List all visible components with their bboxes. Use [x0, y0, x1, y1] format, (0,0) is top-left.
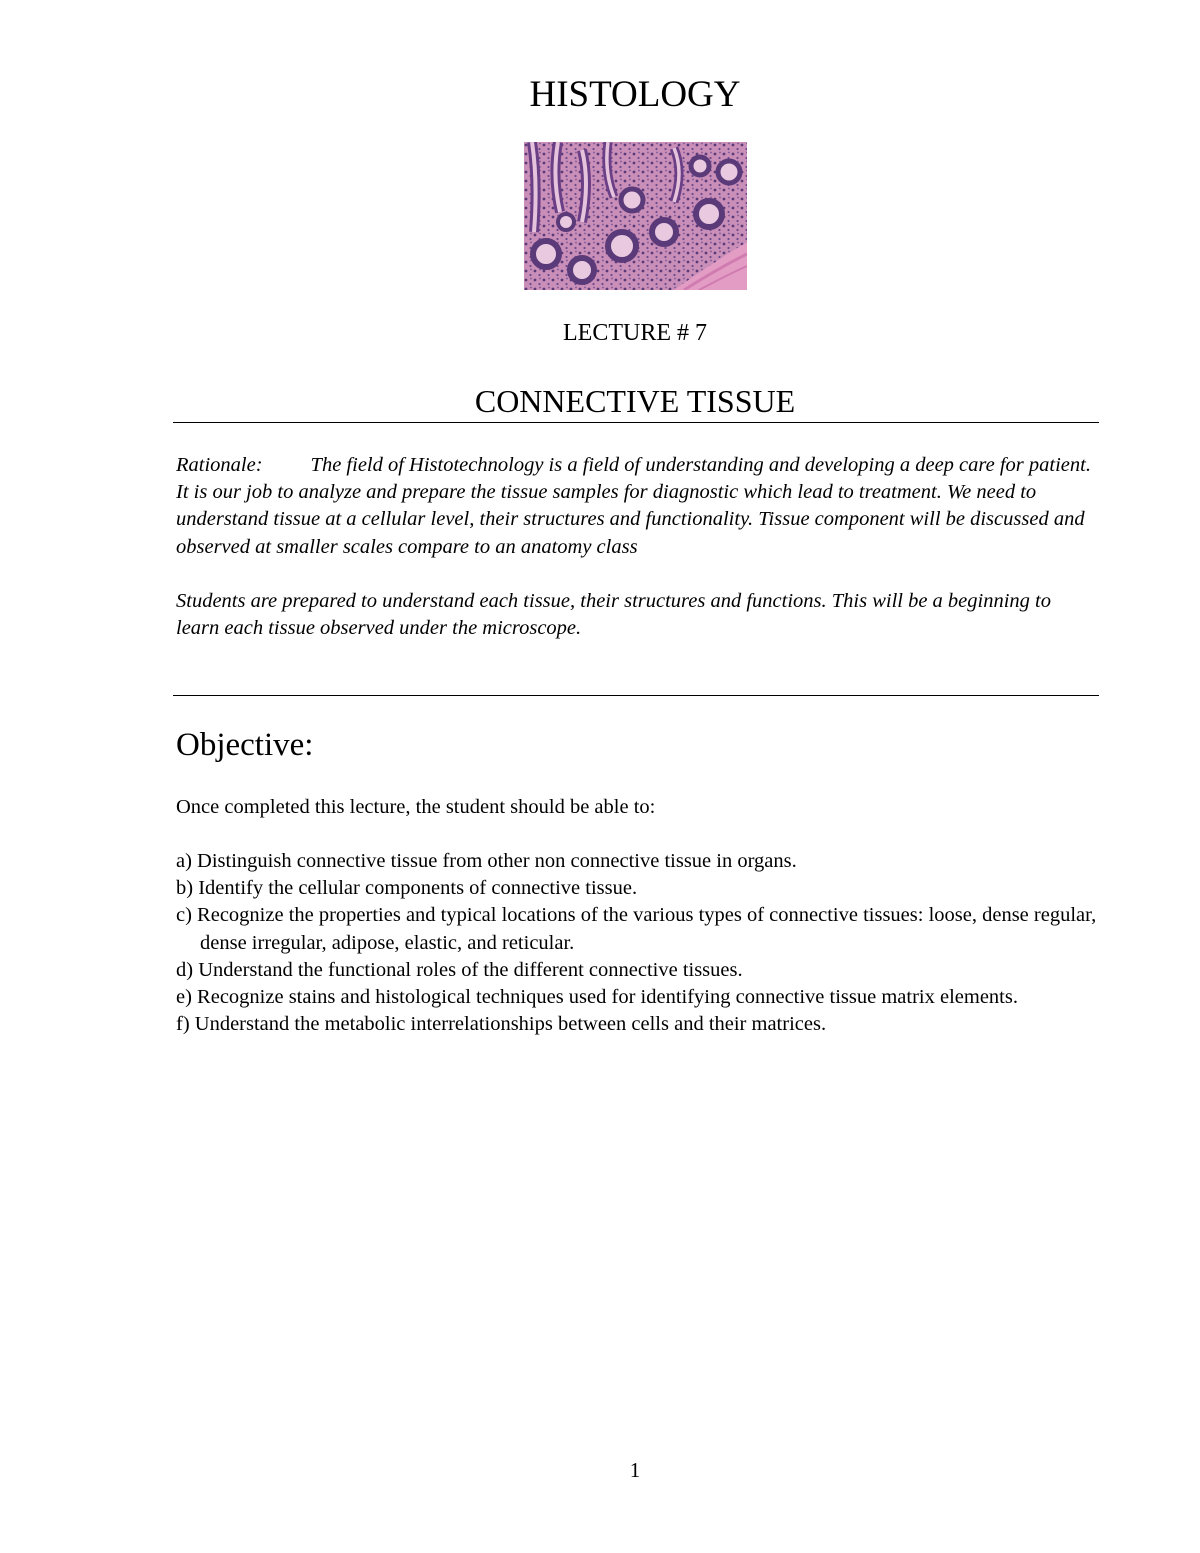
- histology-micrograph-image: [524, 142, 747, 290]
- objective-item: e) Recognize stains and histological techniques used for identifying connective tissue matrix elements.: [176, 986, 1018, 1009]
- rationale-paragraph-1: [176, 452, 1096, 561]
- page-number: 1: [629, 1458, 641, 1482]
- rationale-text: The field of Histotechnology is a field of understanding and developing a deep care for patient. It is our job to analyze and prepare the tissue samples for diagnostic which lead to treatment. We need to understand tissue at a cellular level, their structures and functionality. Tissue component will be discussed and observed at smaller scales compare to an anatomy class: [176, 454, 1091, 558]
- lecture-subtitle: CONNECTIVE TISSUE: [474, 383, 796, 419]
- objective-item: d) Understand the functional roles of the different connective tissues.: [176, 958, 743, 981]
- objective-list: [176, 848, 1106, 1038]
- rationale-paragraph-2: Students are prepared to understand each tissue, their structures and functions. This will be a beginning to learn each tissue observed under the microscope.: [176, 590, 1051, 640]
- lecture-number: LECTURE # 7: [563, 320, 707, 346]
- objective-item: b) Identify the cellular components of connective tissue.: [176, 877, 638, 900]
- bottom-divider: [173, 695, 1099, 696]
- objective-item: f) Understand the metabolic interrelationships between cells and their matrices.: [176, 1013, 827, 1036]
- rationale-label: Rationale:: [176, 454, 263, 476]
- objective-intro: Once completed this lecture, the student should be able to:: [176, 796, 656, 818]
- document-title: HISTOLOGY: [529, 74, 741, 115]
- objective-item: a) Distinguish connective tissue from other non connective tissue in organs.: [176, 850, 797, 872]
- top-divider: [173, 422, 1099, 423]
- objective-item: c) Recognize the properties and typical locations of the various types of connective tissues: loose, dense regular, dense irregular, adipose, elastic, and reticular.: [176, 904, 1097, 954]
- objective-heading: Objective:: [176, 727, 314, 763]
- rationale-section: [176, 452, 1096, 642]
